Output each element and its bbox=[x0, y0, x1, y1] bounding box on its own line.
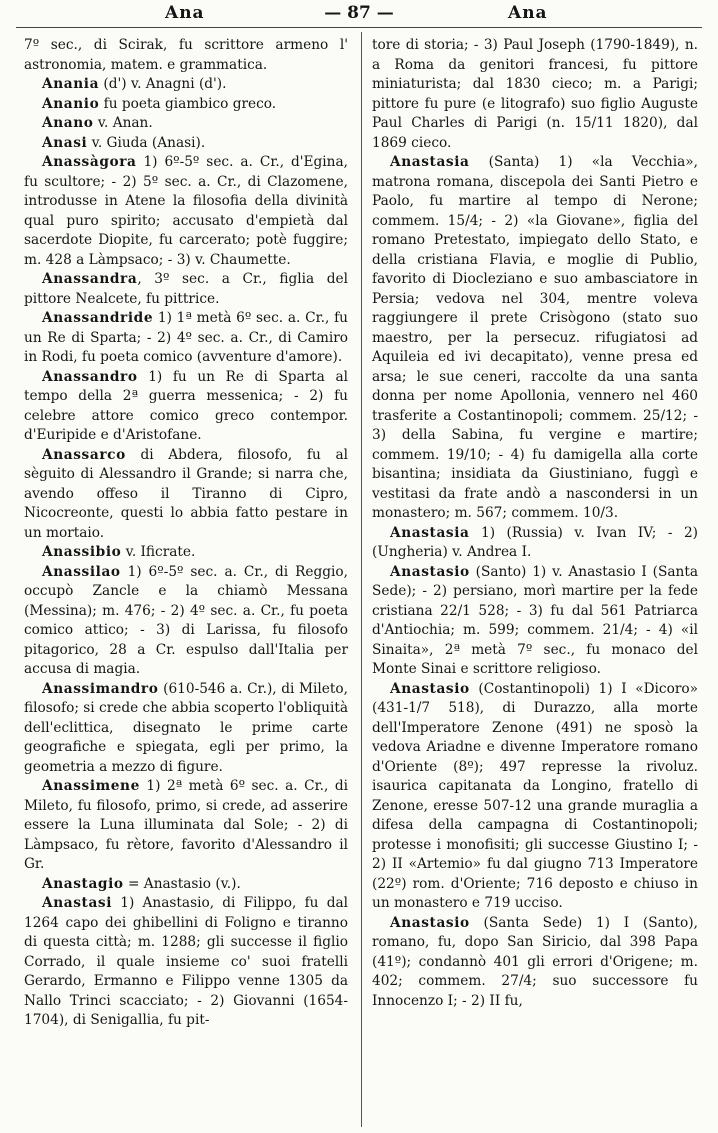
dictionary-entry bbox=[24, 114, 348, 134]
entry-headword: Anastasio bbox=[390, 914, 470, 931]
entry-headword: Anassandro bbox=[42, 368, 138, 385]
header-left-guideword: Ana bbox=[165, 3, 205, 23]
entry-text: (Costantinopoli) 1) I «Dicoro» (431-1/7 518), di Durazzo, alla morte dell'Imperatore Zenone (491) ne sposò la vedova Ariadne e divenne Imperatore romano d'Oriente (8º); 497 represse la rivoluz. isaurica capitanata da Longino, fratello di Zenone, eresse 507-12 una grande muraglia a difesa della campagna di Costantinopoli; protesse i monofisiti; gli successe Giustino I; - 2) II «Artemio» fu dal giugno 713 Imperatore (22º) rom. d'Oriente; 716 deposto e chiuso in un monastero e 719 ucciso. bbox=[372, 680, 698, 911]
entry-headword: Anassilao bbox=[42, 563, 121, 580]
right-column bbox=[372, 36, 698, 1011]
entry-text: = Anastasio (v.). bbox=[123, 875, 241, 892]
dictionary-entry bbox=[372, 524, 698, 563]
entry-text: tore di storia; - 3) Paul Joseph (1790-1849), n. a Roma da genitori francesi, fu pittore miniaturista; dal 1830 cieco; m. a Parigi; pittore fu pure (e litografo) suo figlio Auguste Paul Charles di Parigi (n. 15/11 1820), dal 1869 cieco. bbox=[372, 37, 698, 151]
entry-headword: Anastasia bbox=[390, 154, 470, 170]
entry-text: v. Ificrate. bbox=[121, 544, 196, 560]
entry-text: (610-546 a. Cr.), di Mileto, filosofo; si crede che abbia scoperto l'obliquità dell'eclittica, disegnato le prime carte geografiche e spiegata, egli per primo, la geometria a mezzo di figure. bbox=[24, 680, 349, 775]
entry-headword: Anania bbox=[42, 76, 100, 92]
entry-headword: Anassimandro bbox=[42, 680, 159, 697]
entry-text: fu poeta giambico greco. bbox=[99, 95, 277, 112]
dictionary-entry bbox=[24, 134, 348, 154]
entry-text: 1) 2ª metà 6º sec. a. Cr., di Mileto, fu filosofo, primo, si crede, ad asserire essere la Luna illuminata dal Sole; - 2) di Làmpsaco, fu rètore, favorito d'Alessandro il Gr. bbox=[24, 778, 348, 872]
entry-headword: Anano bbox=[42, 115, 94, 131]
entry-headword: Anastagio bbox=[42, 875, 124, 892]
dictionary-entry bbox=[372, 914, 698, 1012]
entry-text: (Santa) 1) «la Vecchia», matrona romana, discepola dei Santi Pietro e Paolo, fu martire al tempo di Nerone; commem. 15/4; - 2) «la Giovane», figlia del romano Pretestato, impiegato dello Stato, e della cristiana Flavia, e moglie di Publio, favorito di Diocleziano e suo ambasciatore in Persia; vedova nel 304, mentre voleva raggiungere il prete Crisògono (stato suo maestro, per la persecuz. rifugiatosi ad Aquileia ed ivi decapitato), venne presa ed arsa; le sue ceneri, raccolte da una santa donna per nome Apollonia, vennero nel 460 trasferite a Costantinopoli; commem. 25/12; - 3) della Sabina, fu vergine e martire; commem. 19/10; - 4) fu damigella alla corte bisantina; insidiata da Giustiniano, fuggì e vestitasi da frate andò a nascondersi in un monastero; m. 567; commem. 10/3. bbox=[372, 154, 698, 521]
dictionary-entry bbox=[24, 270, 348, 309]
entry-text: 1) (Russia) v. Ivan IV; - 2) (Ungheria) v. Andrea I. bbox=[372, 524, 698, 560]
dictionary-entry bbox=[372, 153, 698, 524]
dictionary-entry bbox=[24, 777, 348, 875]
entry-headword: Anassarco bbox=[42, 446, 126, 463]
entry-headword: Anassimene bbox=[42, 778, 140, 794]
entry-text: 1) fu un Re di Sparta al tempo della 2ª guerra messenica; - 2) fu celebre attore comico greco contempor. d'Euripide e d'Aristofane. bbox=[24, 368, 348, 443]
entry-headword: Anassandride bbox=[42, 310, 154, 326]
entry-headword: Anastasia bbox=[390, 524, 470, 541]
entry-text: 7º sec., di Scirak, fu scrittore armeno l' astronomia, matem. e grammatica. bbox=[24, 37, 348, 73]
column-divider bbox=[361, 32, 362, 1127]
dictionary-entry bbox=[24, 95, 348, 115]
running-header bbox=[0, 0, 718, 26]
dictionary-entry bbox=[372, 680, 698, 914]
entry-headword: Anassàgora bbox=[42, 154, 137, 170]
entry-headword: Ananio bbox=[42, 95, 100, 112]
entry-text: 1) 6º-5º sec. a. Cr., d'Egina, fu scultore; - 2) 5º sec. a. Cr., di Clazomene, introdusse in Atene la filosofia della divinità qual puro spirito; accusato d'empietà dal sacerdote Diopite, fu carcerato; potè fuggire; m. 428 a Làmpsaco; - 3) v. Chaumette. bbox=[24, 154, 348, 268]
entry-headword: Anasi bbox=[42, 134, 88, 151]
entry-text: 1) 1ª metà 6º sec. a. Cr., fu un Re di Sparta; - 2) 4º sec. a. Cr., di Camiro in Rodi, fu poeta comico (avventure d'amore). bbox=[24, 310, 348, 365]
entry-text: 1) Anastasio, di Filippo, fu dal 1264 capo dei ghibellini di Foligno e tiranno di questa città; m. 1288; gli successe il figlio Corrado, il quale insieme co' suoi fratelli Gerardo, Ermanno e Filippo venne 1305 da Nallo Trinci scacciato; - 2) Giovanni (1654-1704), di Senigallia, fu pit- bbox=[24, 895, 348, 1028]
entry-headword: Anastasio bbox=[390, 680, 470, 697]
page-number: — 87 — bbox=[324, 3, 394, 23]
entry-text: (Santa Sede) 1) I (Santo), romano, fu, dopo San Siricio, dal 398 Papa (41º); condannò 401 gli errori d'Origene; m. 402; commem. 27/4; suo successore fu Innocenzo I; - 2) II fu, bbox=[372, 914, 698, 1009]
dictionary-entry bbox=[24, 309, 348, 368]
dictionary-entry bbox=[372, 563, 698, 680]
entry-headword: Anassibio bbox=[42, 544, 122, 560]
dictionary-entry bbox=[24, 875, 348, 895]
dictionary-entry bbox=[24, 446, 348, 544]
header-right-guideword: Ana bbox=[508, 3, 548, 23]
entry-text: v. Anan. bbox=[93, 115, 153, 131]
entry-headword: Anassandra bbox=[42, 271, 138, 287]
dictionary-entry bbox=[372, 36, 698, 153]
dictionary-entry bbox=[24, 368, 348, 446]
dictionary-entry bbox=[24, 563, 348, 680]
header-rule bbox=[16, 27, 702, 28]
dictionary-entry bbox=[24, 36, 348, 75]
entry-text: 1) 6º-5º sec. a. Cr., di Reggio, occupò Zancle e la chiamò Messana (Messina); m. 476; - 2) 4º sec. a. Cr., fu poeta comico attico; - 3) di Larissa, fu filosofo pitagorico, 28 a Cr. espulso dall'Italia per accusa di magia. bbox=[24, 563, 348, 677]
dictionary-entry bbox=[24, 75, 348, 95]
entry-text: di Abdera, filosofo, fu al sèguito di Alessandro il Grande; si narra che, avendo offeso il Tiranno di Cipro, Nicocreonte, questi lo abbia fatto pestare in un mortaio. bbox=[24, 446, 348, 541]
dictionary-entry bbox=[24, 153, 348, 270]
entry-headword: Anastasi bbox=[42, 895, 113, 911]
dictionary-entry bbox=[24, 680, 348, 778]
left-column bbox=[24, 36, 348, 1031]
entry-text: , 3º sec. a Cr., figlia del pittore Nealcete, fu pittrice. bbox=[24, 271, 348, 307]
entry-headword: Anastasio bbox=[390, 563, 470, 580]
entry-text: v. Giuda (Anasi). bbox=[87, 134, 206, 151]
entry-text: (Santo) 1) v. Anastasio I (Santa Sede); - 2) persiano, morì martire per la fede cristiana 22/1 528; - 3) fu dal 561 Patriarca d'Antiochia; m. 599; commem. 21/4; - 4) «il Sinaita», 2ª metà 7º sec., fu monaco del Monte Sinai e scrittore religioso. bbox=[372, 563, 698, 677]
entry-text: (d') v. Anagni (d'). bbox=[99, 76, 227, 92]
dictionary-entry bbox=[24, 543, 348, 563]
dictionary-entry bbox=[24, 894, 348, 1031]
